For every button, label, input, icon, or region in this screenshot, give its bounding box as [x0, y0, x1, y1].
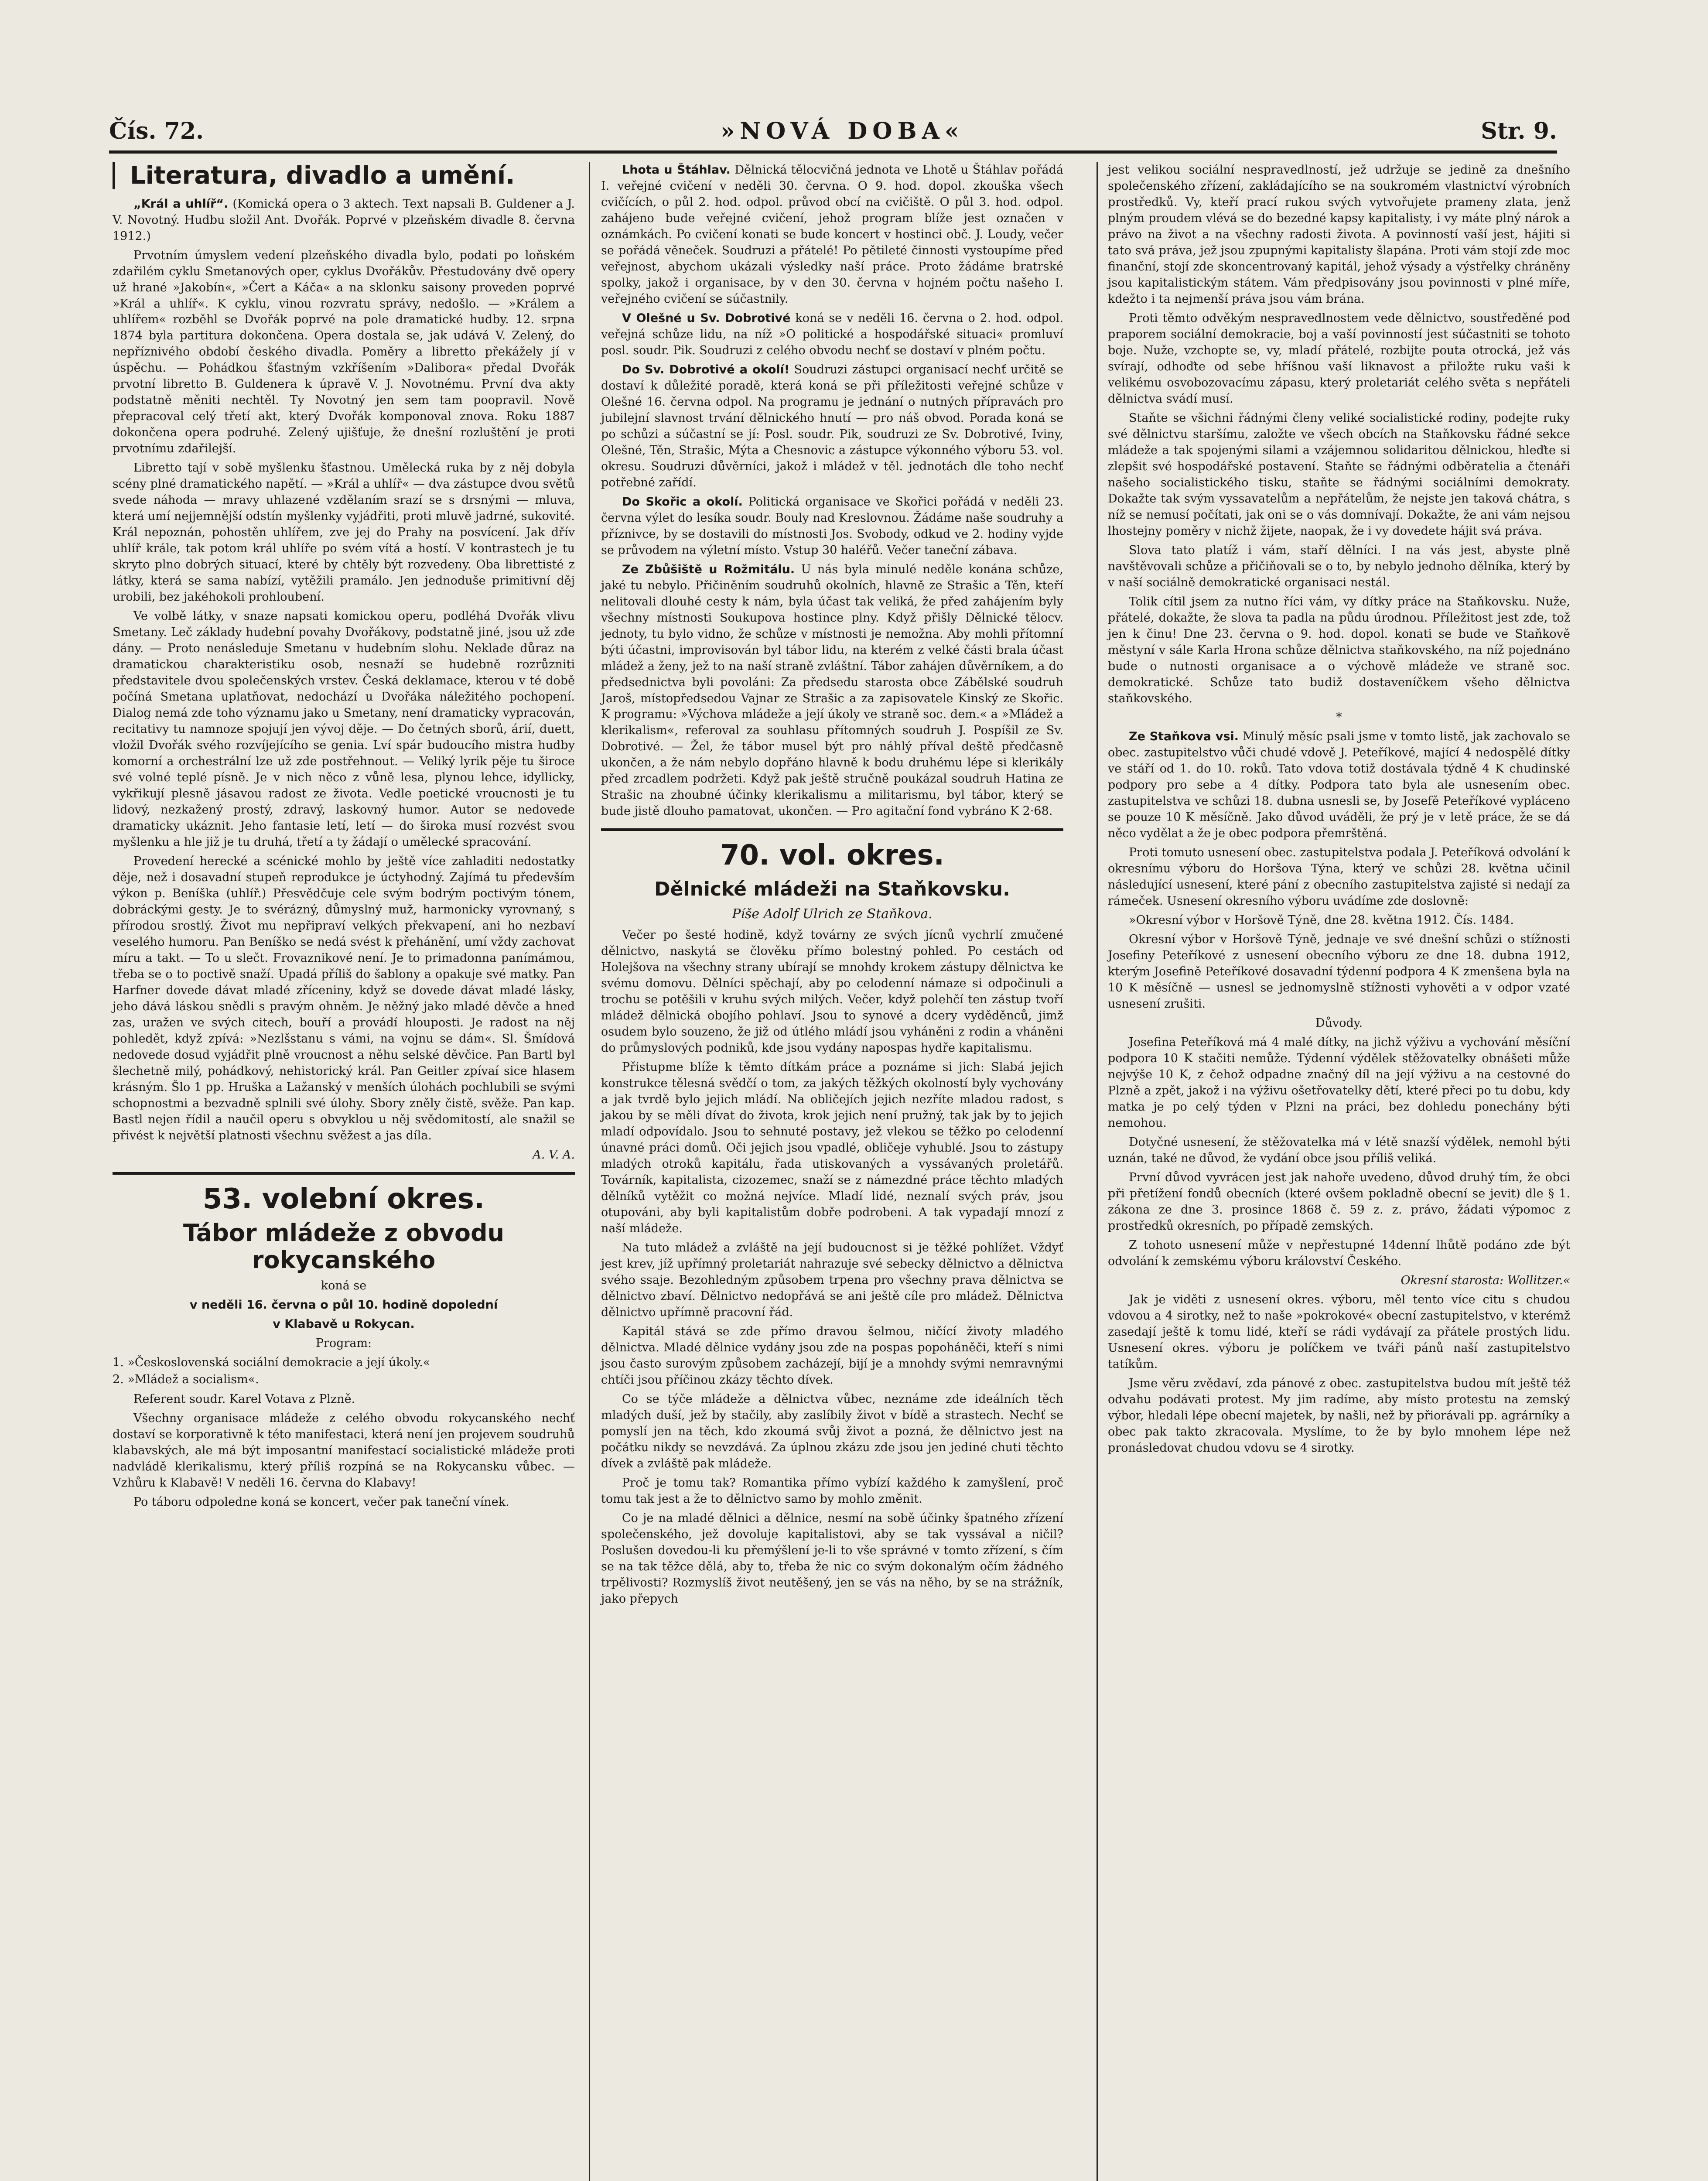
- news-item: [1108, 729, 1570, 842]
- tabor-place: v Klabavě u Rokycan.: [273, 1317, 415, 1331]
- column-divider-1: [589, 162, 590, 2181]
- section-title: Literatura, divadlo a umění.: [113, 162, 575, 189]
- news-item: [601, 562, 1063, 820]
- article-paragraph: Proč je tomu tak? Romantika přímo vybízí každého k zamyšlení, proč tomu tak jest a že to dělnictvo samo by mohlo změnit.: [601, 1476, 1063, 1506]
- column-divider-2: [1097, 162, 1098, 2181]
- decision-header: »Okresní výbor v Horšově Týně, dne 28. května 1912. Čís. 1484.: [1129, 913, 1514, 927]
- article-paragraph: Na tuto mládež a zvláště na její budoucnost si je těžké pohlížet. Vždyť jest krev, jíž upřímný proletariát nahrazuje své sebecky dělnictvo a dělnictva svého ssaje. Bezohledným způsobem trpena pro všechny prava dělnictva se dělnictvo zbaví. Dělnictvo nedopřává se ani ještě cíle pro mládež. Dělnictva dělnictvo upřímně pracovní řád.: [601, 1241, 1063, 1319]
- kona-se: koná se: [321, 1279, 367, 1293]
- duvody-paragraph: První důvod vyvrácen jest jak nahoře uvedeno, důvod druhý tím, že obci při přetížení fondů obecních (které ovšem pokladně obecní se jevit) dle § 1. zákona ze dne 3. prosince 1868 č. 59 z. z. právo, žádati výpomoc z prostředků okresních, po případě zemských.: [1108, 1171, 1570, 1233]
- divider: [113, 1172, 575, 1175]
- review-note: (Komická opera o 3 aktech. Text napsali B. Guldener a J. V. Novotný. Hudbu složil Ant. Dvořák. Poprvé v plzeňském divadle 8. června 1912.): [113, 197, 575, 243]
- program-list: [113, 1355, 575, 1388]
- tabor-date: v neděli 16. června o půl 10. hodině dopolední: [189, 1298, 498, 1312]
- news-text: U nás byla minulé neděle konána schůze, jaké tu nebylo. Přičiněním soudruhů okolních, hlavně ze Strašic a Těn, kteří nelitovali dlouhé cesty k nám, byla účast tak veliká, že před zahájením byly všechny místnosti Soukupova hostince plny. Když přišly Dělnické tělocv. jednoty, tu bylo vidno, že schůze v místnosti je nemožna. Aby mohli přítomní býti účastni, improvisován byl tábor lidu, na kterém z velké části brala účast mládež a ženy, jež to na naší straně zvláštní. Tábor zahájen důvěrníkem, a do předsednictva byli povoláni: Za předsedu starosta obce Zábělské soudruh Jaroš, místopředsedou Vajnar ze Strašic a za zapisovatele Kinský ze Skořic. K programu: »Výchova mládeže a její úkoly ve straně soc. dem.« a »Mládež a klerikalism«, referoval za souhlasu přítomných soudruh J. Pospíšil ze Sv. Dobrotivé. — Žel, že tábor musel být pro náhlý příval deště předčasně ukončen, a že nám nebylo dopřáno hlavně k bodu druhému lépe si klerikály před zrcadlem podržeti. Když pak ještě stručně poukázal soudruh Hatina ze Strašic na zhoubné účinky klerikalismu a militarismu, byl tábor, který se bude jistě dlouho pamatovat, ukončen. — Pro agitační fond vybráno K 2·68.: [601, 562, 1063, 818]
- program-label: Program:: [315, 1337, 372, 1350]
- article-byline: Píše Adolf Ulrich ze Staňkova.: [732, 906, 933, 922]
- article-paragraph: Slova tato platíž i vám, staří dělníci. I na vás jest, abyste plně navštěvovali schůze a přičiňovali se o to, by nebylo jednoho dělníka, který by v naší sociálně demokratické organisaci nestál.: [1108, 543, 1570, 589]
- duvody-paragraph: Dotyčné usnesení, že stěžovatelka má v létě snazší výdělek, nemohl býti uznán, také ne důvod, že vydání obce jsou příliš veliká.: [1108, 1135, 1570, 1166]
- article-paragraph: Co se týče mládeže a dělnictva vůbec, neznáme zde ideálních těch mladých duší, jež by stačily, aby zaslíbily život v bídě a strastech. Nechť se pomyslí jen na těch, kdo zkoumá svůj život a pozná, že dělnictvo jest na počátku nikdy se nevzdává. Za úplnou zkázu zde jsou jen jediné chuti těchto dívek a zvláště pak mládeže.: [601, 1392, 1063, 1470]
- news-runin: Ze Staňkova vsi.: [1129, 730, 1239, 744]
- news-text: Politická organisace ve Skořici pořádá v neděli 23. června výlet do lesíka soudr. Bouly nad Kreslovnou. Žádáme naše soudruhy a příznivce, by se dostavili do místnosti Jos. Svobody, odkud ve 2. hodiny vyjde se průvodem na výletní místo. Vstup 30 haléřů. Večer taneční zábava.: [601, 495, 1063, 557]
- masthead-title: »NOVÁ DOBA«: [721, 117, 964, 144]
- column-left: [113, 162, 575, 2181]
- review-paragraph: Libretto tají v sobě myšlenku šťastnou. Umělecká ruka by z něj dobyla scény plné dramatického napětí. — »Král a uhlíř« — dva zástupce dvou světů svede náhoda — mravy uhlazené vzdělaním srazí se s drsnými — mluva, která umí nejjemnější odstín myšlenky vyjádřiti, proti mluvě jadrné, sukovité. Král nepoznán, pohostěn uhlířem, zve jej do Prahy na posvícení. Jak dřív uhlíř krále, tak potom král uhlíře po svém vítá a hostí. V kontrastech je tu skryto plno dobrých situací, které by chtěly být rozvedeny. Oba librettisté z látky, která se sama nabízí, vytěžili pramálo. Jen jednoduše primitivní děj urobili, bez jakéhokoli prohloubení.: [113, 461, 575, 604]
- program-item: 1. »Československá sociální demokracie a její úkoly.«: [113, 1356, 430, 1370]
- news-item: [601, 362, 1063, 491]
- news-item: [601, 162, 1063, 308]
- review-title: „Král a uhlíř“.: [133, 197, 229, 211]
- tabor-appeal: Všechny organisace mládeže z celého obvodu rokycanského nechť dostaví se korporativně k této manifestaci, která není jen projevem soudruhů klabavských, ale má být imposantní manifestací socialistické mládeže proti nadvládě klerikalismu, který příliš rozpíná se na Rokycansku vůbec. — Vzhůru k Klabavě! V neděli 16. června do Klabavy!: [113, 1412, 575, 1490]
- news-text: koná se v neděli 16. června o 2. hod. odpol. veřejná schůze lidu, na níž »O politické a hospodářské situaci« promluví posl. soudr. Pik. Soudruzi z celého obvodu nechť se dostaví v plném počtu.: [601, 311, 1064, 357]
- review-intro: [113, 196, 575, 245]
- article-paragraph: Přistupme blíže k těmto dítkám práce a poznáme si jich: Slabá jejich konstrukce tělesná svědčí o tom, za jakých těžkých okolností byly vychovány a jak tvrdě bylo jejich mládí. Na obličejích jejich nezříte mladou radost, s jakou by se měli dívat do života, krok jejich není pružný, tak jak by to jejich mladí odpovídalo. Jsou to sehnuté postavy, jež vlekou se těžko po celodenní únavné práci domů. Oči jejich jsou vpadlé, obličeje vyhublé. Jsou to zástupy mladých otroků kapitálu, řada utiskovaných a vyssávaných proletářů. Továrník, kapitalista, cizozemec, snaží se z námezdné práce těchto mladých dělníků vytěžit co možná nejvíce. Mladí lidé, neznalí svých práv, jsou otupováni, aby byli kapitalistům dobře podrobeni. A tak vypadají mnozí z naší mládeže.: [601, 1060, 1063, 1236]
- tabor-closing: Po táboru odpoledne koná se koncert, večer pak taneční vínek.: [133, 1495, 509, 1509]
- column-right: [1108, 162, 1570, 2181]
- news-runin: Lhota u Štáhlav.: [622, 163, 731, 177]
- article-paragraph: Večer po šesté hodině, když továrny ze svých jícnů vychrlí zmučené dělnictvo, naskytá se člověku přímo bolestný pohled. Po cestách od Holejšova na všechny strany ubírají se mnohdy krokem zástupy dělnictva ke svému domovu. Dělníci spěchají, aby po celodenní námaze si odpočinuli a trochu se potěšili v kruhu svých milých. Večer, když polehčí ten zástup tvoří mládež dělnická obojího pohlaví. Jsou to synové a dcery vyděděnců, jimž osudem bylo souzeno, že již od útlého mládí jsou vyháněni z rodin a vháněni do průmyslových podniků, kde jsou vydány napospas hydře kapitalismu.: [601, 928, 1063, 1055]
- news-item: [601, 311, 1063, 359]
- news-runin: Do Skořic a okolí.: [622, 495, 743, 509]
- duvody-label: Důvody.: [1315, 1016, 1363, 1030]
- column-middle: [601, 162, 1063, 2181]
- page-number: Str. 9.: [1481, 117, 1557, 144]
- news-runin: Do Sv. Dobrotivé a okolí!: [622, 362, 790, 376]
- news-paragraph: Proti tomuto usnesení obec. zastupitelstva podala J. Peteříková odvolání k okresnímu výboru do Horšova Týna, který ve schůzi 28. května učinil následující usnesení, které pání z obecního zastupitelstva zajisté si nedají za rámeček. Usnesení okresního výboru uvádíme zde doslovně:: [1108, 846, 1570, 908]
- article-paragraph: Proti těmto odvěkým nespravedlnostem vede dělnictvo, soustředěné pod praporem sociální demokracie, boj a vaší povinností jest súčastniti se tohoto boje. Nuže, vzchopte se, vy, mladí přátelé, rozbijte pouta otrocká, jež vás svírají, odhoďte od sebe hříšnou vaší liknavost a přiložte ruku vaši k velikému osvobozovacímu zápasu, který proletariát celého světa s nepřáteli dělnictva svádí musí.: [1108, 311, 1570, 406]
- review-paragraph: Provedení herecké a scénické mohlo by ještě více zahladiti nedostatky děje, než i dosavadní stupeň reprodukce je úctyhodný. Zajímá tu především výkon p. Beníška (uhlíř.) Přesvědčuje cele svým bodrým poctivým tónem, dobráckými gesty. Je to svérázný, důmyslný muž, harmonicky vyrovnaný, s přírodou srostlý. Život mu nepřipraví velkých překvapení, ani ho nezbaví veselého humoru. Pan Beníško se nedá svést k přehánění, umí vždy zachovat míru a takt. — To u slečt. Frovaznikové není. Je to primadonna panímámou, třeba se o to poctivě snaží. Upadá příliš do šablony a opakuje své matky. Pan Harfner dovede dávat mladé zříceniny, když se dovede dávat mladé lásky, jeho dává láskou snědli s pravým ohněm. Je něžný jako mladé děvče a hned zas, uražen ve svých citech, bouří a provádí hlouposti. Je radost na něj pohledět, když zpívá: »Nezlšstanu s vámi, na vojnu se dám«. Sl. Šmídová nedovede dosud vyjádřit plně vroucnost a něhu selské děvčice. Pan Bartl byl šlechetně milý, pohádkový, nehistorický král. Pan Geitler zpívaí sice hlasem krásným. Šlo 1 pp. Hruška a Lažanský v menších úlohách pochlubili se svými schopnostmi a bezvadně splnili své úlohy. Sbory zněly čistě, svěže. Pan kap. Bastl nejen řídil a naučil operu s obvyklou u něj svědomitostí, ale snažil se přivést k největší platnosti všechnu svěžest a jas díla.: [113, 854, 575, 1142]
- final-paragraph: Jsme věru zvědaví, zda pánové z obec. zastupitelstva budou mít ještě též odvahu podávati protest. My jim radíme, aby místo protestu na zemský výbor, hledali lépe obecní majetek, by našli, než by přiorávali pp. agrárníky a obec pak takto zkracovala. Myslíme, to že by bylo mnohem lépe než pronásledovat chudou vdovu se 4 sirotky.: [1108, 1376, 1570, 1455]
- review-paragraph: Prvotním úmyslem vedení plzeňského divadla bylo, podati po loňském zdařilém cyklu Smetanových oper, cyklus Dvořákův. Přestudovány dvě opery už hrané »Jakobín«, »Čert a Káča« a na sklonku saisony proveden poprvé »Král a uhlíř«. K cyklu, vinou rozvratu správy, nedošlo. — »Králem a uhlířem« rozběhl se Dvořák poprvé na pole dramatické hudby. 12. srpna 1874 byla partitura dokončena. Opera dostala se, jak udává V. Zelený, do nepříznivého období českého divadla. Poměry a libretto překážely jí v úspěchu. — Pohádkou šťastným vzkříšením »Dalibora« předal Dvořák prvotní libretto B. Guldenera k úpravě V. J. Novotnému. První dva akty podstatně měniti nechtěl. Ty Novotný jen sem tam poopravil. Nově přepracoval celý třetí akt, který Dvořák komponoval znova. Roku 1887 dokončena opera podruhé. Zelený ujišťuje, že dnešní rozluštění je proti prvotnímu zdařilejší.: [113, 248, 575, 456]
- news-text: Soudruzi zástupci organisací nechť určitě se dostaví k důležité poradě, která koná se při příležitosti veřejné schůze v Olešné 16. června odpol. Na programu je jednání o nutných přípravách pro jubilejní slavnost trvání dělnického hnutí — pro náš obvod. Porada koná se po schůzi a súčastní se jí: Posl. soudr. Pik, soudruzi ze Sv. Dobrotivé, Iviny, Olešné, Těn, Strašic, Mýta a Chesnovic a zástupce výkonného výboru 53. vol. okresu. Soudruzi důvěrníci, jakož i mládež v těl. jednotách dle toho nechť potřebné zařídí.: [601, 362, 1063, 489]
- decision-paragraph: Okresní výbor v Horšově Týně, jednaje ve své dnešní schůzi o stížnosti Josefiny Peteříkové z usnesení obecního výboru ze dne 18. dubna 1912, kterým Josefině Peteříkové dosavadní týdenní podpora 4 K zmenšena byla na 10 K měsíčně — usnesl se jednomyslně stížnosti vyhověti a v odpor vzaté usnesení zrušiti.: [1108, 933, 1570, 1011]
- starosta-signature: Okresní starosta: Wollitzer.«: [1401, 1273, 1570, 1287]
- page-header: [109, 111, 1557, 154]
- divider: [601, 828, 1063, 831]
- news-runin: V Olešné u Sv. Dobrotivé: [622, 311, 791, 325]
- article-paragraph: Co je na mladé dělnici a dělnice, nesmí na sobě účinky špatného zřízení společenského, jež dovoluje kapitalistovi, aby se tak vyssával a ničil? Poslušen dovedou-li ku přemýšlení je-li to vše správné v tomto zřízení, s čím se na tak těžce dělá, aby to, třeba že nic co svým dokonalým očím žádného trpělivosti? Rozmyslíš život neutěšený, jen se vás na něho, by se na strážník, jako přepych: [601, 1511, 1063, 1606]
- article-paragraph: Kapitál stává se zde přímo dravou šelmou, ničící životy mladého dělnictva. Mladé dělnice vydány jsou zde na pospas popoháněči, kteří s nimi jsou často surovým způsobem zacházejí, bijí je a mnohdy svými nemravnými chtíči jsou příčinou zkázy těchto dívek.: [601, 1324, 1063, 1387]
- article-paragraph: Tolik cítil jsem za nutno říci vám, vy dítky práce na Staňkovsku. Nuže, přátelé, dokažte, že slova ta padla na půdu úrodnou. Příležitost jest zde, tož jen k činu! Dne 23. června o 9. hod. dopol. konati se bude ve Staňkově městyní v sále Karla Hrona schůze dělnictva staňkovského, na níž pojednáno bude o nutnosti organisace a o výchově mládeže ve straně soc. demokratické. Schůze tato budiž dostaveníčkem všeho dělnictva staňkovského.: [1108, 595, 1570, 705]
- article-continuation: jest velikou sociální nespravedlností, jež udržuje se jedině za dnešního společenského zřízení, zakládajícího se na soukromém vlastnictví výrobních prostředků. Vy, kteří prací rukou svých vytvořujete prameny zlata, jenž plným proudem vlévá se do bezedné kapsy kapitalisty, i vy máte plný nárok a právo na život a na všechny radosti života. A povinností vaší jest, hájiti si tato svá práva, jež jsou zpupnými kapitalisty šlapána. Proti vám stojí zde moc finanční, stojí zde skoncentrovaný kapitál, jehož výsady a výstřelky chráněny jsou kapitalistickým státem. Vám předpisovány jsou povinnosti v plné míře, kdežto i ta nejmenší práva jsou vám brána.: [1108, 163, 1570, 306]
- article-paragraph: Staňte se všichni řádnými členy veliké socialistické rodiny, podejte ruky své dělnictvu staršímu, založte ve všech obcích na Staňkovsku řádné sekce mládeže a tak spojenými silami a vzájemnou solidaritou dělnickou, hleďte si zlepšit své hospodářské postavení. Staňte se řádnými odběratelia a čtenáři našeho socialistického tisku, staňte se řádnými sociálními demokraty. Dokažte tak svým vyssavatelům a nepřátelům, že nejste jen taková chátra, s níž se nemusí počítati, jak oni se o vás domnívají. Dokažte, že ani vám nejsou lhostejny poměry v nichž žijete, naopak, že i vy dovedete hájit svá práva.: [1108, 411, 1570, 538]
- news-runin: Ze Zbůšiště u Rožmitálu.: [622, 562, 795, 576]
- star-separator: *: [1336, 711, 1342, 725]
- okres-70-heading: 70. vol. okres.: [720, 839, 944, 872]
- duvody-paragraph: Josefina Peteříková má 4 malé dítky, na jichž výživu a vychování měsíční podpora 10 K stačiti nemůže. Týdenní výdělek stěžovatelky obnášeti může nejvýše 10 K, z čehož odpadne značný díl na její výživu a na cestovné do Plzně a zpět, jakož i na výživu ošetřovatelky dětí, které přeci po tu dobu, kdy matka je po celý týden v Plzni na práci, bez dohledu ponechány býti nemohou.: [1108, 1036, 1570, 1130]
- referent: Referent soudr. Karel Votava z Plzně.: [133, 1392, 355, 1406]
- duvody-paragraph: Z tohoto usnesení může v nepřestupné 14denní lhůtě podáno zde být odvolání k zemskému výboru království Českého.: [1108, 1238, 1570, 1268]
- okres-53-heading: 53. volební okres.: [202, 1183, 485, 1215]
- issue-number: Čís. 72.: [109, 117, 204, 144]
- news-text: Minulý měsíc psali jsme v tomto listě, jak zachovalo se obec. zastupitelstvo vůči chudé vdově J. Peteříkové, mající 4 nedospělé dítky ve stáří od 1. do 10. roků. Tato vdova totiž dostávala týdně 4 K chudinské podpory pro sebe a 4 dítky. Podpora tato byla ale usnesením obec. zastupitelstva ve schůzi 18. dubna usnesli se, by Josefě Peteříkové vypláceno se pouze 10 K měsíčně. Jako důvod uváděli, že prý je v letě práce, že se dá něco vydělat a že je obec podpora přemrštěná.: [1108, 730, 1570, 841]
- review-signature: A. V. A.: [533, 1148, 575, 1162]
- final-paragraph: Jak je viděti z usnesení okres. výboru, měl tento více citu s chudou vdovou a 4 sirotky, než to naše »pokrokové« obecní zastupitelstvo, v kterémž zasedají ještě k tomu lidé, kteří se rádi vydávají za přátele prostých lidu. Usnesení okres. výboru je políčkem ve tváři pánů naší zastupitelstvo tatíkům.: [1108, 1292, 1570, 1371]
- review-paragraph: Ve volbě látky, v snaze napsati komickou operu, podléhá Dvořák vlivu Smetany. Leč základy hudební povahy Dvořákovy, podstatně jiné, jsou už zde dány. — Proto nenásleduje Smetanu v hudebním slohu. Neklade důraz na dramatickou charakteristiku osob, nesnaží se hudebně rozrůzniti představitele dvou společenských vrstev. Česká deklamace, kterou v té době počíná Smetana uplatňovat, nedochází u Dvořáka náležitého pochopení. Dialog nemá zde toho významu jako u Smetany, není dramaticky vypracován, recitativy tu namnoze spojují jen vývoj děje. — Do četných sborů, árií, duett, vložil Dvořák svého rozvíjejícího se genia. Lví spár budoucího mistra hudby komorní a orchestrální lze už zde postřehnout. — Veliký lyrik pěje tu široce své volné teplé písně. Je v nich něco z vůně lesa, plynou lehce, idyllicky, vykřikují plesně jásavou radost ze života. Vedle poetické vroucnosti je tu lidový, nezkažený prostý, zdravý, laskovný humor. Autor se nedovede dramaticky ukáznit. Jeho fantasie letí, letí — do široka musí rozvést svou myšlenku a hle již je tu druhá, třetí a ty žádají o umělecké spracování.: [113, 609, 575, 849]
- news-item: [601, 494, 1063, 559]
- article-title: Dělnické mládeži na Staňkovsku.: [654, 878, 1010, 900]
- tabor-title: Tábor mládeže z obvodu rokycanského: [183, 1219, 505, 1274]
- program-item: 2. »Mládež a socialism«.: [113, 1373, 259, 1387]
- news-text: Dělnická tělocvičná jednota ve Lhotě u Štáhlav pořádá I. veřejné cvičení v neděli 30. června. O 9. hod. dopol. zkouška všech cvičících, o půl 2. hod. odpol. průvod obcí na cvičiště. O půl 3. hod. odpol. zahájeno bude veřejné cvičení, jehož program blíže jest označen v oznámkách. Po cvičení konati se bude koncert v hostinci obč. J. Loudy, večer se pořádá věneček. Soudruzi a přátelé! Po pětileté činnosti vystoupíme před veřejnost, abychom ukázali výsledky naší práce. Proto žádáme bratrské spolky, jakož i organisace, by v den 30. června v hojném počtu našeho I. veřejného cvičení se súčastnily.: [601, 163, 1063, 306]
